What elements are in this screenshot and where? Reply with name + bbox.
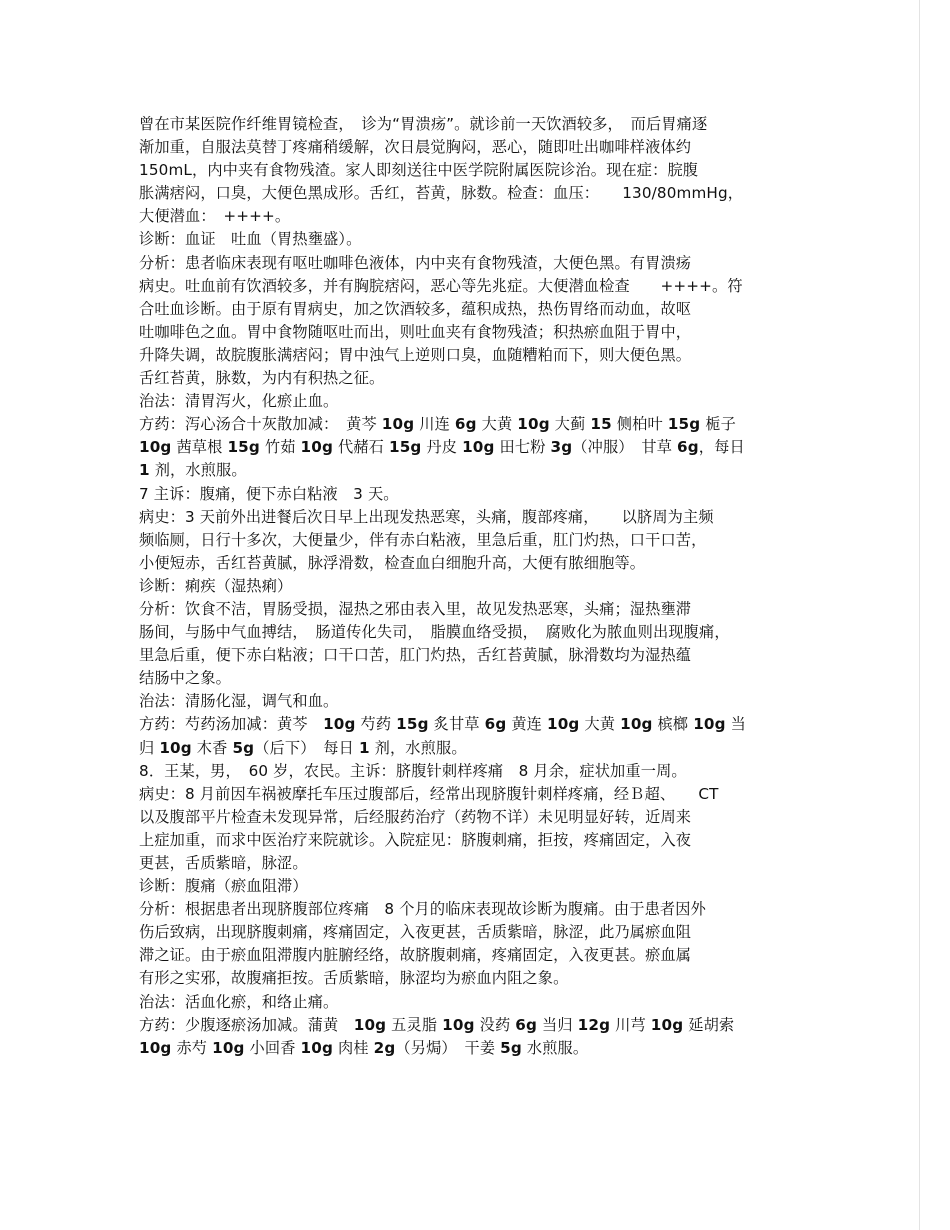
text-line: 以及腹部平片检查未发现异常，后经服药治疗（药物不详）未见明显好转，近周来 xyxy=(139,807,692,826)
text-line: 频临厕，日行十多次，大便量少，伴有赤白粘液，里急后重，肛门灼热，口干口苦， xyxy=(139,530,707,549)
case-heading-line: 8．王某，男， 60 岁，农民。主诉：脐腹针刺样疼痛 8 月余，症状加重一周。 xyxy=(139,761,687,780)
text-line: 升降失调，故脘腹胀满痞闷；胃中浊气上逆则口臭，血随糟粕而下，则大便色黑。 xyxy=(139,345,692,364)
text-line: 曾在市某医院作纤维胃镜检查， 诊为“胃溃疡”。就诊前一天饮酒较多， 而后胃痛逐 xyxy=(139,115,708,133)
prescription-line: 方药：少腹逐瘀汤加减。蒲黄 10g 五灵脂 10g 没药 6g 当归 12g 川芎 10g 延胡索 xyxy=(139,1015,735,1034)
case-heading-line: 7 主诉：腹痛，便下赤白粘液 3 天。 xyxy=(139,484,399,503)
history-line: 病史：3 天前外出进餐后次日早上出现发热恶寒，头痛，腹部疼痛， 以脐周为主频 xyxy=(139,507,714,526)
prescription-line: 归 10g 木香 5g（后下） 每日 1 剂，水煎服。 xyxy=(139,738,467,757)
text-line: 伤后致病，出现脐腹刺痛，疼痛固定，入夜更甚，舌质紫暗，脉涩，此乃属瘀血阻 xyxy=(139,923,692,942)
text-line: 小便短赤，舌红苔黄腻，脉浮滑数，检查血白细胞升高，大便有脓细胞等。 xyxy=(139,553,646,572)
analysis-line: 分析：患者临床表现有呕吐咖啡色液体，内中夹有食物残渣，大便色黑。有胃溃疡 xyxy=(139,253,692,272)
text-line: 肠间，与肠中气血搏结， 肠道传化失司， 脂膜血络受损， 腐败化为脓血则出现腹痛， xyxy=(139,623,730,642)
prescription-line: 1 剂，水煎服。 xyxy=(139,461,247,480)
diagnosis-line: 诊断：血证 吐血（胃热壅盛）。 xyxy=(139,230,362,249)
text-line: 吐咖啡色之血。胃中食物随呕吐而出，则吐血夹有食物残渣；积热瘀血阻于胃中， xyxy=(139,322,692,341)
page-edge-divider xyxy=(919,0,920,1230)
history-line: 病史：8 月前因车祸被摩托车压过腹部后，经常出现脐腹针刺样疼痛，经Ｂ超、 CT xyxy=(139,784,719,803)
diagnosis-line: 诊断：腹痛（瘀血阻滞） xyxy=(139,877,308,896)
analysis-line: 分析：饮食不洁，胃肠受损，湿热之邪由表入里，故见发热恶寒，头痛；湿热壅滞 xyxy=(139,599,692,618)
prescription-line: 10g 茜草根 15g 竹茹 10g 代赭石 15g 丹皮 10g 田七粉 3g（冲服） 甘草 6g，每日 xyxy=(139,438,745,457)
diagnosis-line: 诊断：痢疾（湿热痢） xyxy=(139,576,293,595)
text-line: 150mL，内中夹有食物残渣。家人即刻送往中医学院附属医院诊治。现在症：脘腹 xyxy=(139,161,699,180)
text-line: 滞之证。由于瘀血阻滞腹内脏腑经络，故脐腹刺痛，疼痛固定，入夜更甚。瘀血属 xyxy=(139,946,692,965)
document-text-body xyxy=(139,113,819,1060)
text-line: 有形之实邪，故腹痛拒按。舌质紫暗，脉涩均为瘀血内阻之象。 xyxy=(139,969,569,988)
text-line: 合吐血诊断。由于原有胃病史，加之饮酒较多，蕴积成热，热伤胃络而动血，故呕 xyxy=(139,299,692,318)
treatment-line: 治法：活血化瘀，和络止痛。 xyxy=(139,992,339,1011)
prescription-line: 方药：泻心汤合十灰散加减： 黄芩 10g 川连 6g 大黄 10g 大蓟 15 侧柏叶 15g 栀子 xyxy=(139,415,736,434)
prescription-line: 方药：芍药汤加减：黄芩 10g 芍药 15g 炙甘草 6g 黄连 10g 大黄 10g 槟榔 10g 当 xyxy=(139,715,747,734)
text-line: 渐加重，自服法莫替丁疼痛稍缓解，次日晨觉胸闷，恶心，随即吐出咖啡样液体约 xyxy=(139,138,692,157)
text-line: 更甚，舌质紫暗，脉涩。 xyxy=(139,854,308,872)
text-line: 胀满痞闷，口臭，大便色黑成形。舌红，苔黄，脉数。检查：血压： 130/80mmHg， xyxy=(139,184,744,203)
text-line: 大便潜血： ++++。 xyxy=(139,207,291,226)
treatment-line: 治法：清肠化湿，调气和血。 xyxy=(139,692,339,711)
text-line: 上症加重，而求中医治疗来院就诊。入院症见：脐腹刺痛，拒按，疼痛固定，入夜 xyxy=(139,830,692,849)
text-line: 病史。吐血前有饮酒较多，并有胸脘痞闷，恶心等先兆症。大便潜血检查 ++++。符 xyxy=(139,276,743,295)
treatment-line: 治法：清胃泻火，化瘀止血。 xyxy=(139,392,339,411)
prescription-line: 10g 赤芍 10g 小回香 10g 肉桂 2g（另焗） 干姜 5g 水煎服。 xyxy=(139,1038,589,1057)
text-line: 舌红苔黄，脉数，为内有积热之征。 xyxy=(139,369,385,388)
text-line: 结肠中之象。 xyxy=(139,669,232,688)
text-line: 里急后重，便下赤白粘液；口干口苦，肛门灼热，舌红苔黄腻，脉滑数均为湿热蕴 xyxy=(139,646,692,665)
analysis-line: 分析：根据患者出现脐腹部位疼痛 8 个月的临床表现故诊断为腹痛。由于患者因外 xyxy=(139,900,706,919)
